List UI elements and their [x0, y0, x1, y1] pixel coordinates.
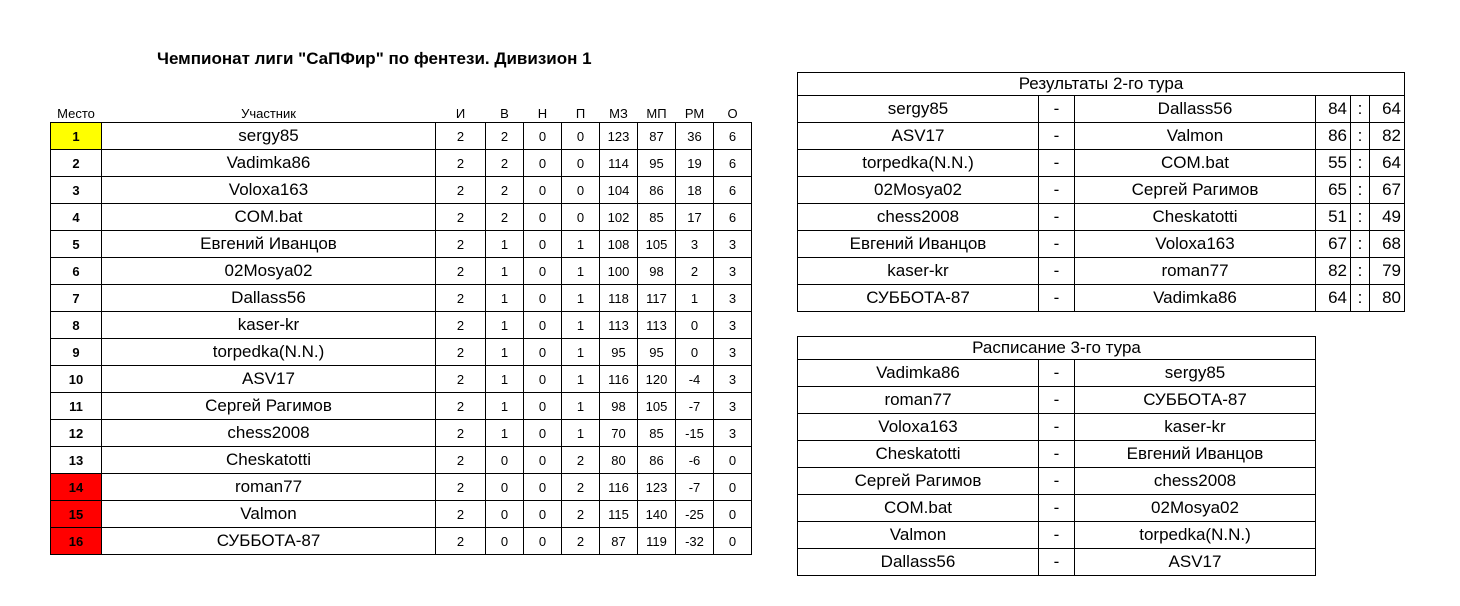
home-score-cell: 65	[1316, 177, 1351, 204]
stat-mp-cell: 105	[638, 231, 676, 258]
home-team-cell: COM.bat	[798, 495, 1039, 522]
stat-o-cell: 6	[714, 150, 752, 177]
stat-v-cell: 1	[486, 231, 524, 258]
stat-v-cell: 1	[486, 420, 524, 447]
stat-mp-cell: 86	[638, 177, 676, 204]
stat-mp-cell: 86	[638, 447, 676, 474]
place-cell: 16	[51, 528, 102, 555]
stat-rm-cell: 1	[676, 285, 714, 312]
stat-mp-cell: 123	[638, 474, 676, 501]
schedule-row	[798, 549, 1316, 576]
schedule-row	[798, 522, 1316, 549]
standings-table	[50, 99, 752, 555]
stat-o-cell: 3	[714, 231, 752, 258]
results-caption: Результаты 2-го тура	[798, 73, 1405, 96]
result-row	[798, 150, 1405, 177]
participant-cell: COM.bat	[102, 204, 436, 231]
place-cell: 11	[51, 393, 102, 420]
stat-mz-cell: 115	[600, 501, 638, 528]
away-team-cell: Voloxa163	[1075, 231, 1316, 258]
result-row	[798, 285, 1405, 312]
away-score-cell: 64	[1370, 150, 1405, 177]
stat-n-cell: 0	[524, 312, 562, 339]
stat-o-cell: 6	[714, 177, 752, 204]
home-team-cell: torpedka(N.N.)	[798, 150, 1039, 177]
dash-cell: -	[1039, 177, 1075, 204]
home-team-cell: Vadimka86	[798, 360, 1039, 387]
schedule-table	[797, 336, 1316, 576]
place-cell: 14	[51, 474, 102, 501]
stat-v-cell: 0	[486, 501, 524, 528]
stat-i-cell: 2	[436, 231, 486, 258]
stat-o-cell: 0	[714, 447, 752, 474]
stat-i-cell: 2	[436, 339, 486, 366]
header-v: В	[500, 106, 509, 121]
participant-cell: chess2008	[102, 420, 436, 447]
standings-row	[51, 150, 752, 177]
stat-p-cell: 0	[562, 204, 600, 231]
standings-row	[51, 123, 752, 150]
stat-p-cell: 1	[562, 258, 600, 285]
stat-n-cell: 0	[524, 285, 562, 312]
stat-rm-cell: 0	[676, 312, 714, 339]
away-team-cell: СУББОТА-87	[1075, 387, 1316, 414]
stat-i-cell: 2	[436, 258, 486, 285]
header-rm: РМ	[684, 106, 705, 121]
stat-o-cell: 0	[714, 501, 752, 528]
standings-row	[51, 339, 752, 366]
stat-p-cell: 1	[562, 285, 600, 312]
standings-row	[51, 204, 752, 231]
home-score-cell: 67	[1316, 231, 1351, 258]
stat-mz-cell: 113	[600, 312, 638, 339]
standings-row	[51, 501, 752, 528]
stat-v-cell: 0	[486, 474, 524, 501]
stat-mp-cell: 140	[638, 501, 676, 528]
home-score-cell: 82	[1316, 258, 1351, 285]
standings-header-row	[51, 99, 752, 123]
stat-n-cell: 0	[524, 528, 562, 555]
stat-v-cell: 1	[486, 366, 524, 393]
stat-i-cell: 2	[436, 285, 486, 312]
away-team-cell: 02Mosya02	[1075, 495, 1316, 522]
stat-o-cell: 3	[714, 339, 752, 366]
header-i: И	[455, 106, 466, 121]
standings-row	[51, 474, 752, 501]
page-title: Чемпионат лиги "СаПФир" по фентези. Дивизион 1	[157, 49, 592, 68]
stat-o-cell: 0	[714, 528, 752, 555]
stat-v-cell: 2	[486, 204, 524, 231]
stat-mz-cell: 116	[600, 366, 638, 393]
stat-mz-cell: 123	[600, 123, 638, 150]
stat-p-cell: 1	[562, 366, 600, 393]
home-score-cell: 64	[1316, 285, 1351, 312]
stat-i-cell: 2	[436, 420, 486, 447]
stat-v-cell: 1	[486, 393, 524, 420]
standings-row	[51, 528, 752, 555]
stat-i-cell: 2	[436, 312, 486, 339]
dash-cell: -	[1039, 441, 1075, 468]
stat-n-cell: 0	[524, 177, 562, 204]
stat-p-cell: 0	[562, 123, 600, 150]
stat-p-cell: 2	[562, 447, 600, 474]
stat-n-cell: 0	[524, 474, 562, 501]
stat-n-cell: 0	[524, 258, 562, 285]
dash-cell: -	[1039, 150, 1075, 177]
stat-p-cell: 0	[562, 150, 600, 177]
stat-i-cell: 2	[436, 528, 486, 555]
home-team-cell: Dallass56	[798, 549, 1039, 576]
stat-o-cell: 6	[714, 123, 752, 150]
stat-mp-cell: 113	[638, 312, 676, 339]
stat-o-cell: 3	[714, 420, 752, 447]
away-score-cell: 82	[1370, 123, 1405, 150]
stat-mp-cell: 119	[638, 528, 676, 555]
header-mz: МЗ	[609, 106, 628, 121]
standings-row	[51, 312, 752, 339]
place-cell: 13	[51, 447, 102, 474]
stat-rm-cell: -6	[676, 447, 714, 474]
stat-n-cell: 0	[524, 420, 562, 447]
stat-i-cell: 2	[436, 123, 486, 150]
stat-rm-cell: 0	[676, 339, 714, 366]
stat-mz-cell: 104	[600, 177, 638, 204]
stat-o-cell: 3	[714, 258, 752, 285]
stat-mp-cell: 85	[638, 420, 676, 447]
stat-i-cell: 2	[436, 393, 486, 420]
away-team-cell: Сергей Рагимов	[1075, 177, 1316, 204]
participant-cell: Vadimka86	[102, 150, 436, 177]
dash-cell: -	[1039, 549, 1075, 576]
schedule-row	[798, 495, 1316, 522]
place-cell: 6	[51, 258, 102, 285]
home-team-cell: Евгений Иванцов	[798, 231, 1039, 258]
stat-p-cell: 1	[562, 312, 600, 339]
away-score-cell: 67	[1370, 177, 1405, 204]
stat-i-cell: 2	[436, 204, 486, 231]
dash-cell: -	[1039, 258, 1075, 285]
schedule-caption: Расписание 3-го тура	[798, 337, 1316, 360]
dash-cell: -	[1039, 123, 1075, 150]
away-team-cell: chess2008	[1075, 468, 1316, 495]
stat-mz-cell: 100	[600, 258, 638, 285]
stat-mp-cell: 87	[638, 123, 676, 150]
away-team-cell: COM.bat	[1075, 150, 1316, 177]
stat-p-cell: 2	[562, 474, 600, 501]
place-cell: 10	[51, 366, 102, 393]
away-team-cell: Евгений Иванцов	[1075, 441, 1316, 468]
away-score-cell: 68	[1370, 231, 1405, 258]
stat-i-cell: 2	[436, 150, 486, 177]
stat-p-cell: 1	[562, 339, 600, 366]
participant-cell: ASV17	[102, 366, 436, 393]
stat-n-cell: 0	[524, 393, 562, 420]
stat-v-cell: 1	[486, 312, 524, 339]
away-team-cell: torpedka(N.N.)	[1075, 522, 1316, 549]
stat-n-cell: 0	[524, 501, 562, 528]
away-team-cell: ASV17	[1075, 549, 1316, 576]
stat-mz-cell: 95	[600, 339, 638, 366]
participant-cell: Dallass56	[102, 285, 436, 312]
stat-o-cell: 3	[714, 312, 752, 339]
place-cell: 15	[51, 501, 102, 528]
participant-cell: Valmon	[102, 501, 436, 528]
standings-row	[51, 393, 752, 420]
stat-v-cell: 1	[486, 258, 524, 285]
stat-n-cell: 0	[524, 123, 562, 150]
stat-o-cell: 3	[714, 285, 752, 312]
place-cell: 7	[51, 285, 102, 312]
participant-cell: СУББОТА-87	[102, 528, 436, 555]
home-team-cell: sergy85	[798, 96, 1039, 123]
stat-p-cell: 0	[562, 177, 600, 204]
participant-cell: Евгений Иванцов	[102, 231, 436, 258]
colon-cell: :	[1351, 231, 1370, 258]
stat-mz-cell: 80	[600, 447, 638, 474]
result-row	[798, 123, 1405, 150]
home-team-cell: Сергей Рагимов	[798, 468, 1039, 495]
participant-cell: Сергей Рагимов	[102, 393, 436, 420]
away-team-cell: Vadimka86	[1075, 285, 1316, 312]
colon-cell: :	[1351, 150, 1370, 177]
home-team-cell: ASV17	[798, 123, 1039, 150]
stat-rm-cell: 17	[676, 204, 714, 231]
away-team-cell: sergy85	[1075, 360, 1316, 387]
header-p: П	[575, 106, 586, 121]
schedule-row	[798, 468, 1316, 495]
colon-cell: :	[1351, 258, 1370, 285]
stat-rm-cell: 3	[676, 231, 714, 258]
home-score-cell: 55	[1316, 150, 1351, 177]
dash-cell: -	[1039, 204, 1075, 231]
header-mp: МП	[646, 106, 667, 121]
place-cell: 9	[51, 339, 102, 366]
header-participant: Участник	[241, 106, 296, 121]
header-n: Н	[537, 106, 548, 121]
colon-cell: :	[1351, 285, 1370, 312]
away-score-cell: 64	[1370, 96, 1405, 123]
result-row	[798, 258, 1405, 285]
standings-row	[51, 177, 752, 204]
stat-rm-cell: -7	[676, 474, 714, 501]
away-team-cell: Valmon	[1075, 123, 1316, 150]
stat-p-cell: 1	[562, 231, 600, 258]
participant-cell: kaser-kr	[102, 312, 436, 339]
stat-mz-cell: 98	[600, 393, 638, 420]
stat-mp-cell: 85	[638, 204, 676, 231]
stat-n-cell: 0	[524, 231, 562, 258]
stat-mz-cell: 70	[600, 420, 638, 447]
results-table	[797, 72, 1405, 312]
place-cell: 3	[51, 177, 102, 204]
stat-rm-cell: 19	[676, 150, 714, 177]
stat-mz-cell: 114	[600, 150, 638, 177]
away-score-cell: 49	[1370, 204, 1405, 231]
dash-cell: -	[1039, 285, 1075, 312]
stat-mp-cell: 117	[638, 285, 676, 312]
stat-rm-cell: -25	[676, 501, 714, 528]
stat-rm-cell: -32	[676, 528, 714, 555]
stat-o-cell: 6	[714, 204, 752, 231]
home-team-cell: Valmon	[798, 522, 1039, 549]
home-team-cell: roman77	[798, 387, 1039, 414]
schedule-row	[798, 387, 1316, 414]
dash-cell: -	[1039, 360, 1075, 387]
stat-n-cell: 0	[524, 447, 562, 474]
away-team-cell: Cheskatotti	[1075, 204, 1316, 231]
colon-cell: :	[1351, 123, 1370, 150]
stat-mp-cell: 95	[638, 150, 676, 177]
stat-mp-cell: 98	[638, 258, 676, 285]
standings-row	[51, 447, 752, 474]
stat-o-cell: 0	[714, 474, 752, 501]
stat-v-cell: 2	[486, 150, 524, 177]
stat-n-cell: 0	[524, 366, 562, 393]
home-score-cell: 84	[1316, 96, 1351, 123]
away-score-cell: 80	[1370, 285, 1405, 312]
home-score-cell: 51	[1316, 204, 1351, 231]
stat-rm-cell: -4	[676, 366, 714, 393]
stat-p-cell: 2	[562, 501, 600, 528]
away-team-cell: Dallass56	[1075, 96, 1316, 123]
stat-rm-cell: -15	[676, 420, 714, 447]
stat-i-cell: 2	[436, 177, 486, 204]
stat-rm-cell: 2	[676, 258, 714, 285]
stat-mz-cell: 87	[600, 528, 638, 555]
stat-n-cell: 0	[524, 204, 562, 231]
home-team-cell: СУББОТА-87	[798, 285, 1039, 312]
dash-cell: -	[1039, 231, 1075, 258]
home-team-cell: 02Mosya02	[798, 177, 1039, 204]
stat-rm-cell: 36	[676, 123, 714, 150]
standings-row	[51, 366, 752, 393]
participant-cell: Cheskatotti	[102, 447, 436, 474]
place-cell: 12	[51, 420, 102, 447]
stat-mp-cell: 95	[638, 339, 676, 366]
stat-v-cell: 0	[486, 528, 524, 555]
participant-cell: sergy85	[102, 123, 436, 150]
participant-cell: Voloxa163	[102, 177, 436, 204]
stat-v-cell: 1	[486, 339, 524, 366]
stat-i-cell: 2	[436, 366, 486, 393]
standings-row	[51, 420, 752, 447]
dash-cell: -	[1039, 414, 1075, 441]
stat-n-cell: 0	[524, 339, 562, 366]
stat-mz-cell: 108	[600, 231, 638, 258]
result-row	[798, 96, 1405, 123]
standings-row	[51, 231, 752, 258]
stat-mz-cell: 116	[600, 474, 638, 501]
stat-rm-cell: -7	[676, 393, 714, 420]
header-o: О	[727, 106, 738, 121]
schedule-row	[798, 441, 1316, 468]
dash-cell: -	[1039, 495, 1075, 522]
stat-mz-cell: 118	[600, 285, 638, 312]
home-score-cell: 86	[1316, 123, 1351, 150]
stat-mp-cell: 120	[638, 366, 676, 393]
participant-cell: 02Mosya02	[102, 258, 436, 285]
stat-i-cell: 2	[436, 501, 486, 528]
stat-i-cell: 2	[436, 447, 486, 474]
place-cell: 2	[51, 150, 102, 177]
away-team-cell: kaser-kr	[1075, 414, 1316, 441]
away-team-cell: roman77	[1075, 258, 1316, 285]
home-team-cell: kaser-kr	[798, 258, 1039, 285]
colon-cell: :	[1351, 177, 1370, 204]
home-team-cell: Cheskatotti	[798, 441, 1039, 468]
result-row	[798, 177, 1405, 204]
place-cell: 5	[51, 231, 102, 258]
stat-v-cell: 2	[486, 177, 524, 204]
dash-cell: -	[1039, 468, 1075, 495]
standings-row	[51, 258, 752, 285]
stat-v-cell: 2	[486, 123, 524, 150]
participant-cell: roman77	[102, 474, 436, 501]
place-cell: 4	[51, 204, 102, 231]
away-score-cell: 79	[1370, 258, 1405, 285]
stat-o-cell: 3	[714, 366, 752, 393]
place-cell: 1	[51, 123, 102, 150]
stat-o-cell: 3	[714, 393, 752, 420]
schedule-row	[798, 360, 1316, 387]
participant-cell: torpedka(N.N.)	[102, 339, 436, 366]
colon-cell: :	[1351, 96, 1370, 123]
stat-mp-cell: 105	[638, 393, 676, 420]
dash-cell: -	[1039, 387, 1075, 414]
stat-p-cell: 1	[562, 420, 600, 447]
colon-cell: :	[1351, 204, 1370, 231]
stat-v-cell: 1	[486, 285, 524, 312]
schedule-row	[798, 414, 1316, 441]
stat-p-cell: 2	[562, 528, 600, 555]
stat-n-cell: 0	[524, 150, 562, 177]
header-place: Место	[57, 106, 95, 121]
home-team-cell: Voloxa163	[798, 414, 1039, 441]
stat-p-cell: 1	[562, 393, 600, 420]
standings-row	[51, 285, 752, 312]
stat-i-cell: 2	[436, 474, 486, 501]
stat-rm-cell: 18	[676, 177, 714, 204]
home-team-cell: chess2008	[798, 204, 1039, 231]
stat-mz-cell: 102	[600, 204, 638, 231]
dash-cell: -	[1039, 522, 1075, 549]
dash-cell: -	[1039, 96, 1075, 123]
result-row	[798, 231, 1405, 258]
result-row	[798, 204, 1405, 231]
stat-v-cell: 0	[486, 447, 524, 474]
place-cell: 8	[51, 312, 102, 339]
